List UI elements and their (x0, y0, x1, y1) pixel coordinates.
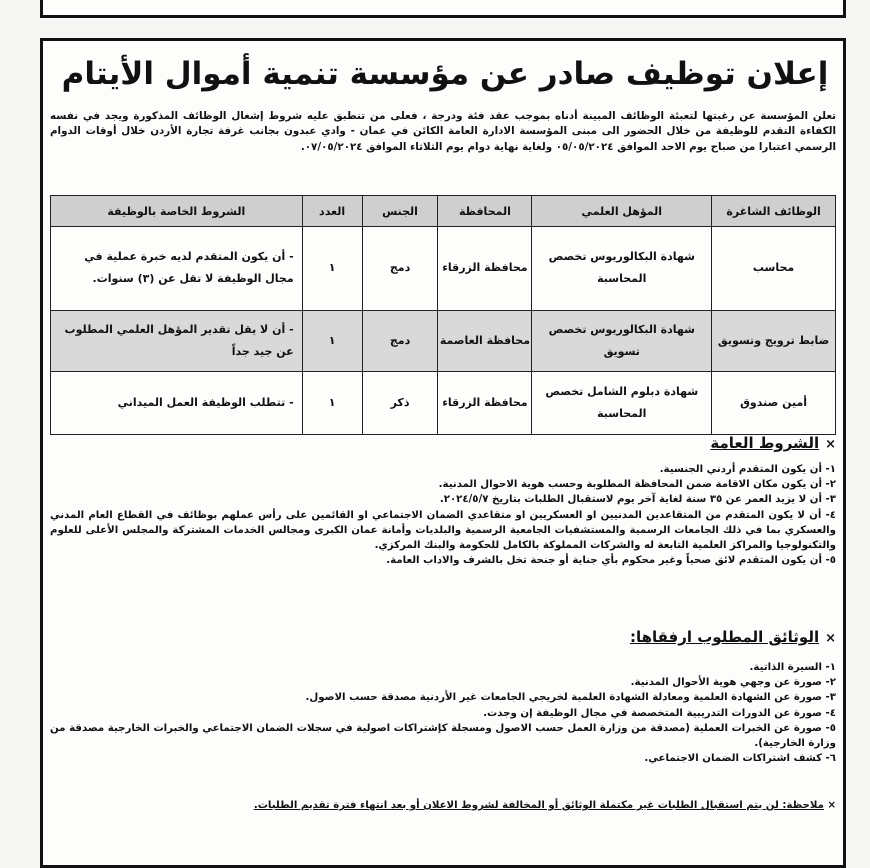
table-row (51, 227, 836, 311)
cell-count: ١ (302, 227, 362, 311)
cell-qualification: شهادة دبلوم الشامل تخصص المحاسبة (532, 371, 712, 434)
list-item: ٥- صورة عن الخبرات العملية (مصدقة من وزارة العمل حسب الاصول ومسجلة كإشتراكات اصولية في سجلات الضمان الاجتماعي والخبرات الخارجية مصدقة من وزارة الخارجية). (50, 722, 836, 750)
list-item: ٢- أن يكون مكان الاقامة ضمن المحافظة المطلوبة وحسب هوية الاحوال المدنية. (438, 479, 836, 491)
cell-qualification: شهادة البكالوريوس تخصص المحاسبة (532, 227, 712, 311)
general-conditions-heading (50, 434, 836, 452)
list-item: ٣- صورة عن الشهادة العلمية ومعادلة الشهادة العلمية لخريجي الجامعات غير الأردنية مصدقة حسب الاصول. (305, 692, 836, 704)
bullet-x-icon: × (825, 631, 836, 646)
ad-intro-paragraph: تعلن المؤسسة عن رغبتها لتعبئة الوظائف المبينة أدناه بموجب عقد فئة ودرجة ، فعلى من تنطبق عليه شروط إشغال الوظائف المذكورة ويجد في نفسه الكفاءة التقدم للوظيفة من خلال الحضور الى مبنى المؤسسة الادارة العامة الكائن في عمان - وادي عبدون بجانب غرفة تجارة الأردن خلال أوقات الدوام الرسمي اعتبارا من صباح يوم الاحد الموافق ٠٥/٠٥/٢٠٢٤ ولغاية نهاية دوام يوم الثلاثاء الموافق ٠٧/٠٥/٢٠٢٤. (50, 110, 836, 153)
list-item: ٤- صورة عن الدورات التدريبية المتخصصة في مجال الوظيفة إن وجدت. (483, 707, 836, 719)
bullet-x-icon: × (827, 800, 836, 811)
header-governorate: المحافظة (438, 196, 532, 227)
cell-qualification: شهادة البكالوريوس تخصص تسويق (532, 310, 712, 371)
table-row (51, 371, 836, 434)
cell-job-title: أمين صندوق (712, 371, 836, 434)
note-text: ملاحظة: لن يتم استقبال الطلبات غير مكتملة الوثائق أو المخالفة لشروط الاعلان أو بعد انتهاء فترة تقديم الطلبات. (253, 800, 824, 811)
cell-count: ١ (302, 310, 362, 371)
header-special-conditions: الشروط الخاصة بالوظيفة (51, 196, 303, 227)
note (50, 800, 836, 811)
list-item: ٤- أن لا يكون المتقدم من المتقاعدين المدنيين او العسكريين او متقاعدي الضمان الاجتماعي او القائمين على رأس عملهم بوظائف في القطاع العام المدني والعسكري بما في ذلك الجامعات الرسمية والمستشفيات الجامعية الرسمية والبلديات وأمانة عمان الكبرى ومجالس الخدمات المشتركة والمجلس الأعلى للعلوم والتكنولوجيا والمراكز العلمية التابعة له والشركات المملوكة بالكامل للحكومة والبنك المركزي. (50, 509, 836, 552)
cell-gender: دمج (362, 310, 438, 371)
header-qualification: المؤهل العلمي (532, 196, 712, 227)
cell-job-title: ضابط ترويج وتسويق (712, 310, 836, 371)
cell-job-title: محاسب (712, 227, 836, 311)
bullet-x-icon: × (825, 437, 836, 452)
list-item: ٣- أن لا يزيد العمر عن ٣٥ سنة لغاية آخر يوم لاستقبال الطلبات بتاريخ ٢٠٢٤/٥/٧. (439, 494, 836, 506)
header-vacancies: الوظائف الشاغرة (712, 196, 836, 227)
cell-governorate: محافظة الزرقاء (438, 371, 532, 434)
list-item: ١- أن يكون المتقدم أردني الجنسية. (659, 464, 836, 475)
table-row (51, 310, 836, 371)
documents-list (50, 660, 836, 766)
header-gender: الجنس (362, 196, 438, 227)
general-conditions-title: الشروط العامة (710, 434, 820, 452)
cell-conditions: - أن لا يقل تقدير المؤهل العلمي المطلوب عن جيد جداً (51, 310, 303, 371)
ad-title: إعلان توظيف صادر عن مؤسسة تنمية أموال الأيتام (61, 56, 829, 92)
cell-governorate: محافظة العاصمة (438, 310, 532, 371)
list-item: ٦- كشف اشتراكات الضمان الاجتماعي. (644, 753, 836, 765)
documents-title: الوثائق المطلوب ارفقاها: (629, 628, 820, 646)
cell-conditions: - أن يكون المتقدم لديه خبرة عملية في مجال الوظيفة لا تقل عن (٣) سنوات. (51, 227, 303, 311)
cell-count: ١ (302, 371, 362, 434)
table-header-row (51, 196, 836, 227)
previous-ad-frame (40, 0, 846, 18)
cell-conditions: - تتطلب الوظيفة العمل الميداني (51, 371, 303, 434)
general-conditions-list (50, 462, 836, 568)
cell-governorate: محافظة الزرقاء (438, 227, 532, 311)
jobs-table (50, 195, 836, 435)
documents-heading (50, 628, 836, 646)
list-item: ٥- أن يكون المتقدم لائق صحياً وغير محكوم بأي جناية أو جنحة تخل بالشرف والاداب العامة. (386, 555, 836, 567)
list-item: ١- السيرة الذاتية. (749, 662, 836, 673)
list-item: ٢- صورة عن وجهي هوية الأحوال المدنية. (630, 677, 836, 689)
cell-gender: دمج (362, 227, 438, 311)
header-count: العدد (302, 196, 362, 227)
cell-gender: ذكر (362, 371, 438, 434)
